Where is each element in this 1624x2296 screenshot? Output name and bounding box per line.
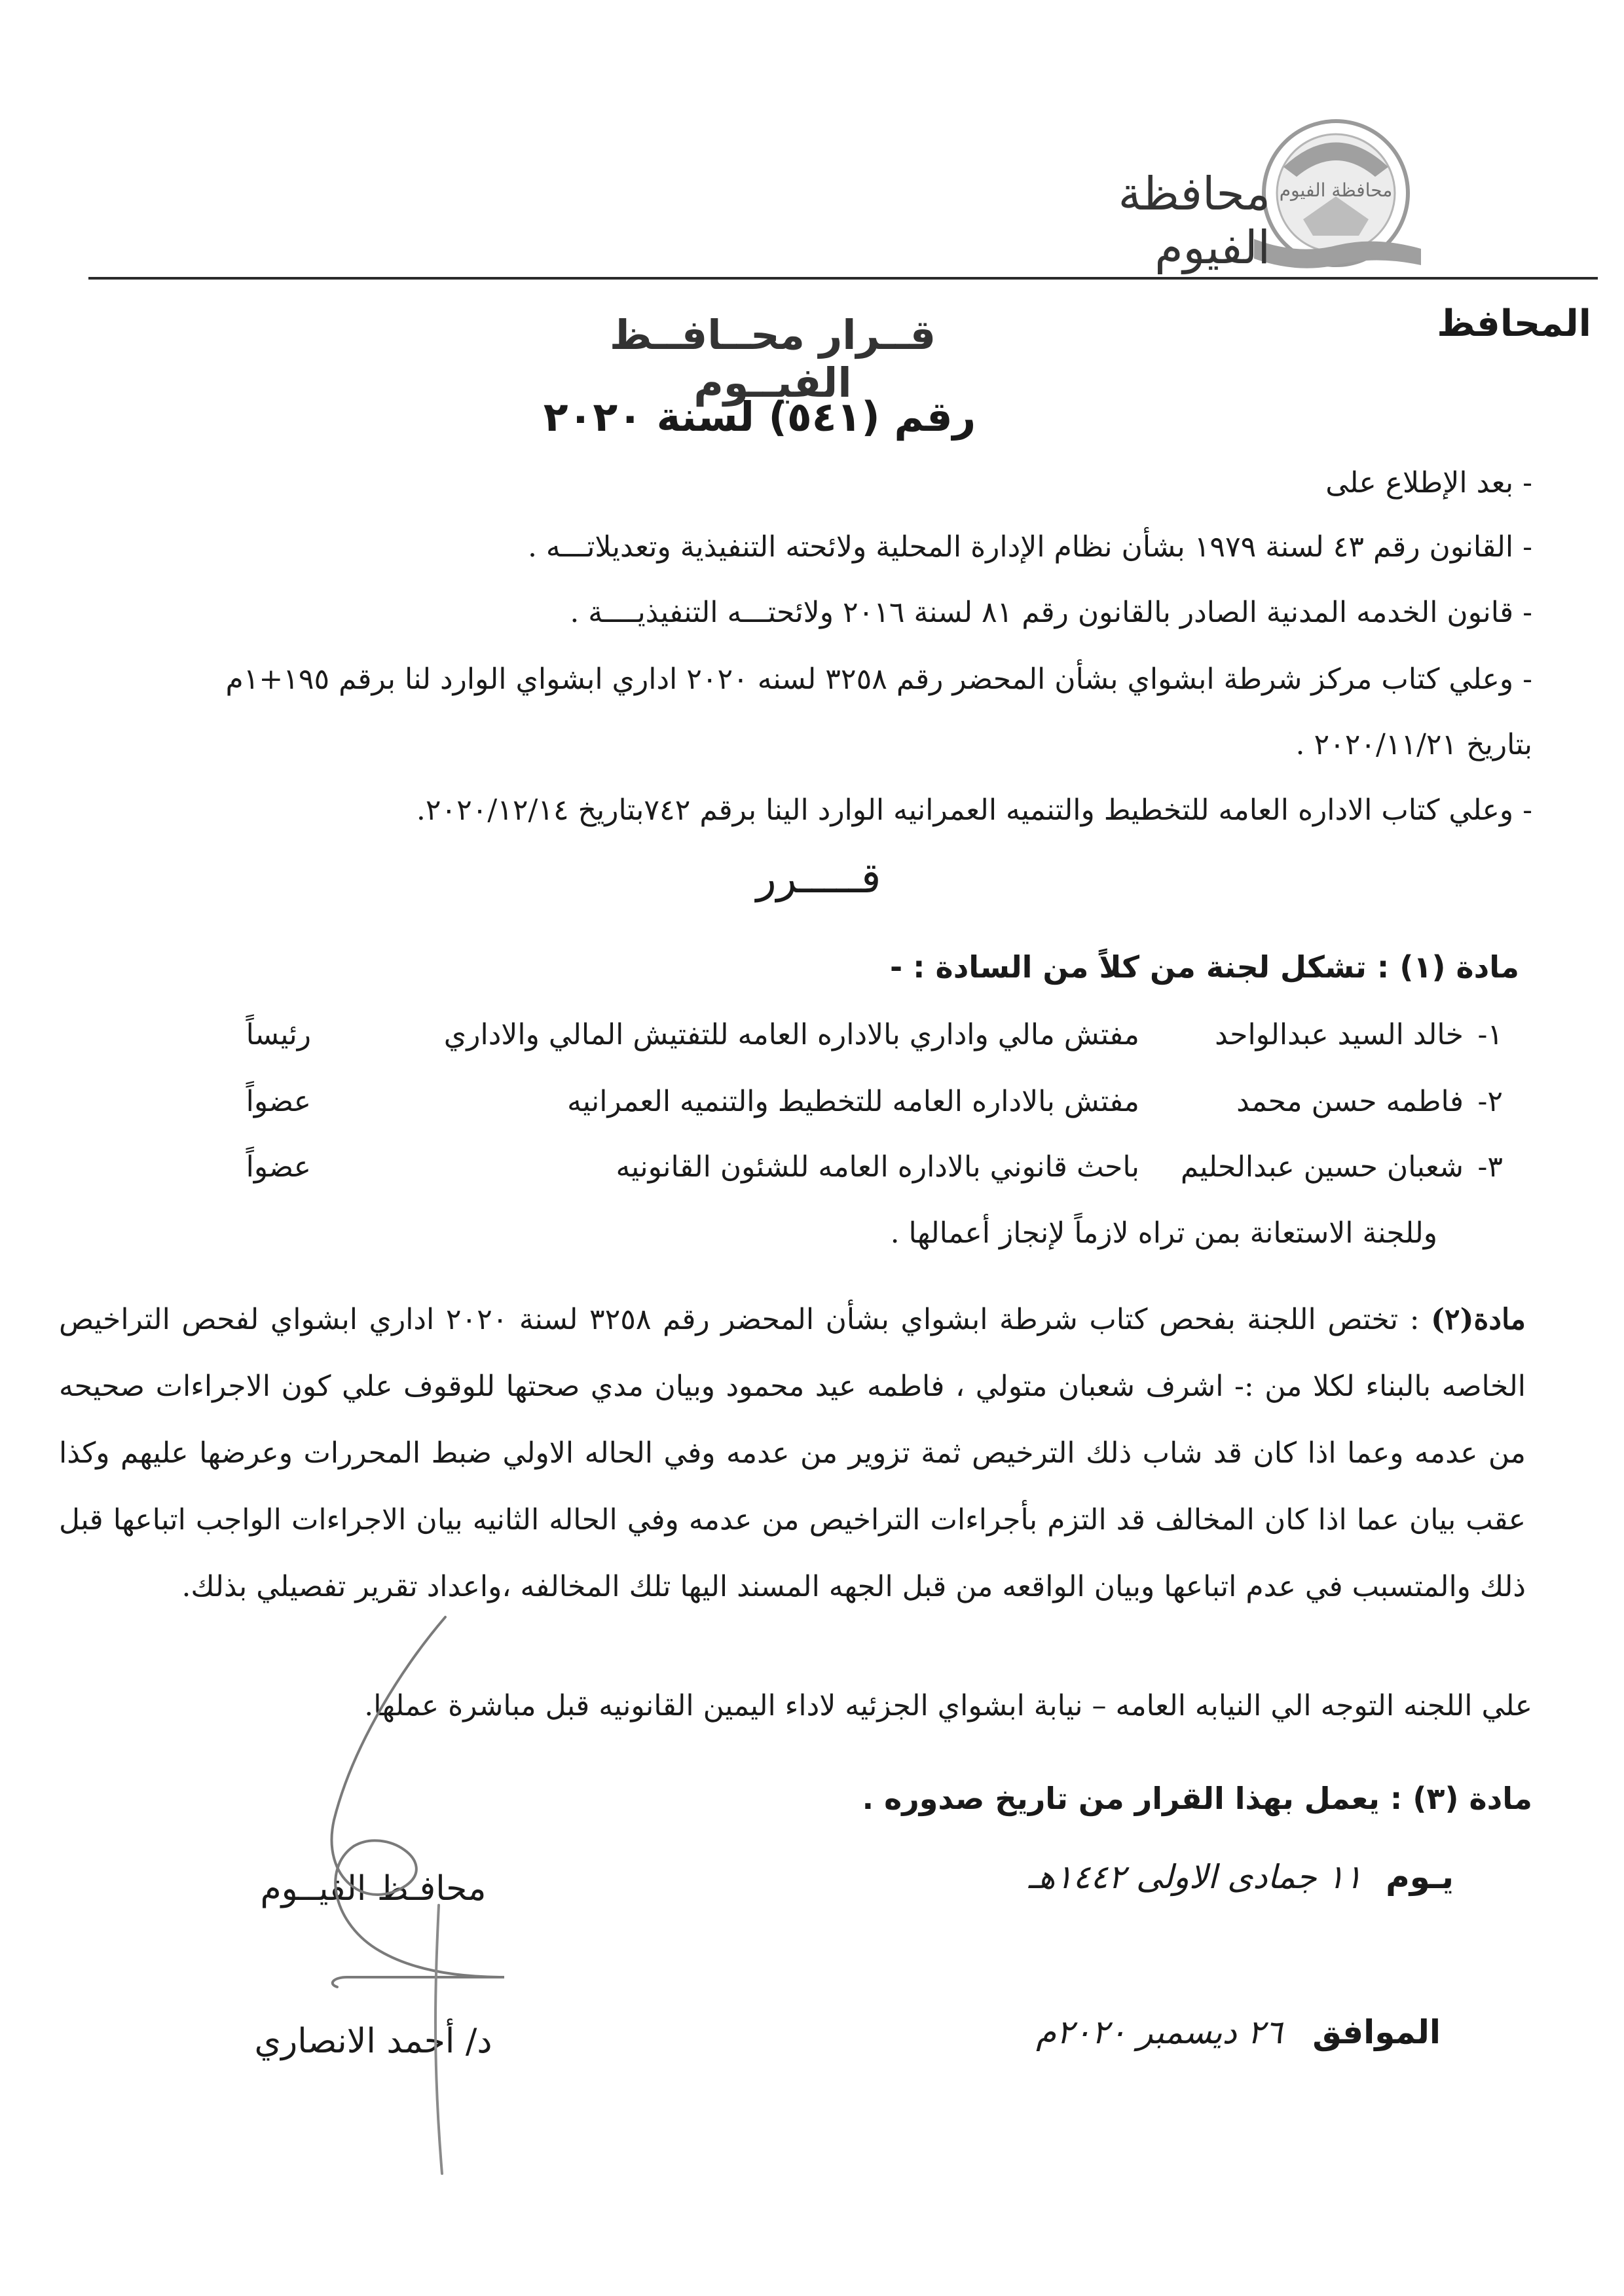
signatory-name: د/ أحمد الانصاري — [254, 2022, 492, 2061]
preamble-item-planning-letter: - وعلي كتاب الاداره العامه للتخطيط والتنميه العمرانيه الوارد الينا برقم ٧٤٢بتاريخ ٢٠٢٠/١٢/١٤. — [416, 793, 1532, 827]
article3-heading: مادة (٣) : يعمل بهذا القرار من تاريخ صدوره . — [862, 1781, 1532, 1816]
signature-icon — [308, 1611, 517, 2180]
preamble-intro: - بعد الإطلاع على — [1325, 466, 1532, 500]
article2-paragraph — [59, 1286, 1526, 1620]
svg-text:محافظة الفيوم: محافظة الفيوم — [1279, 179, 1393, 201]
preamble-item-police-letter: - وعلي كتاب مركز شرطة ابشواي بشأن المحضر رقم ٣٢٥٨ لسنه ٢٠٢٠ اداري ابشواي الوارد لنا برقم ١٩٥+١م — [225, 663, 1532, 696]
match-prefix: الموافق — [1312, 2013, 1441, 2051]
member-name: شعبان حسين عبدالحليم — [1180, 1150, 1464, 1184]
member-role: عضواً — [246, 1085, 311, 1118]
day-prefix: يـوم — [1386, 1858, 1454, 1896]
member-role: عضواً — [246, 1150, 311, 1184]
decree-number: رقم (٥٤١) لسنة ٢٠٢٠ — [543, 393, 976, 441]
member-position: باحث قانوني بالاداره العامه للشئون القانونيه — [616, 1150, 1139, 1184]
header-divider — [88, 277, 1598, 280]
gregorian-date: ٢٦ ديسمبر ٢٠٢٠م — [1036, 2013, 1283, 2051]
member-row — [160, 1150, 1503, 1190]
governorate-name: محافظة الفيوم — [1118, 167, 1270, 274]
decree-title: قــرار محــافــظ الفيــوم — [609, 311, 936, 407]
preamble-item-police-letter-date: بتاريخ ٢٠٢٠/١١/٢١ . — [1295, 728, 1532, 761]
member-role: رئيساً — [246, 1018, 311, 1051]
member-index: ١- — [1477, 1018, 1503, 1051]
hijri-date-line — [1028, 1858, 1454, 1896]
governorate-emblem-icon — [1244, 105, 1428, 275]
member-position: مفتش بالاداره العامه للتخطيط والتنميه العمرانيه — [567, 1085, 1139, 1118]
member-name: خالد السيد عبدالواحد — [1215, 1018, 1464, 1051]
member-index: ٢- — [1477, 1085, 1503, 1118]
member-index: ٣- — [1477, 1150, 1503, 1184]
article1-note: وللجنة الاستعانة بمن تراه لازماً لإنجاز أعمالها . — [890, 1216, 1437, 1250]
article1-heading: مادة (١) : تشكل لجنة من كلاً من السادة : - — [890, 949, 1519, 985]
article2-text: : تختص اللجنة بفحص كتاب شرطة ابشواي بشأن المحضر رقم ٣٢٥٨ لسنة ٢٠٢٠ اداري ابشواي لفحص التراخيص الخاصه بالبناء لكلا من :- اشرف شعبان متولي ، فاطمه عيد محمود وبيان مدي صحتها للوقوف علي كون الاجراءات صحيحه من عدمه وعما اذا كان قد شاب ذلك الترخيص ثمة تزوير من عدمه وفي الحاله الاولي ضبط المحررات وعرضها عليهم وكذا عقب بيان عما اذا كان المخالف قد التزم بأجراءات التراخيص من عدمه وفي الحاله الثانيه بيان الاجراءات الواجب اتباعها قبل ذلك والمتسبب في عدم اتباعها وبيان الواقعه من قبل الجهه المسند اليها تلك المخالفه ،واعداد تقرير تفصيلي بذلك. — [59, 1303, 1526, 1603]
decision-heading: قـــــرر — [756, 854, 881, 903]
signatory-title: محافـظ الفيــوم — [260, 1869, 487, 1908]
article2-label: مادة(٢) — [1431, 1303, 1526, 1336]
hijri-date: ١١ جمادى الاولى ١٤٤٢هـ — [1028, 1858, 1363, 1896]
member-position: مفتش مالي واداري بالاداره العامه للتفتيش المالي والاداري — [443, 1018, 1139, 1051]
office-label: المحافظ — [1437, 302, 1591, 345]
preamble-item-law43: - القانون رقم ٤٣ لسنة ١٩٧٩ بشأن نظام الإدارة المحلية ولائحته التنفيذية وتعديلاتـــه . — [527, 530, 1532, 564]
gregorian-date-line — [1036, 2013, 1441, 2051]
member-row — [160, 1085, 1503, 1124]
article2-oath-text: علي اللجنه التوجه الي النيابه العامه – نيابة ابشواي الجزئيه لاداء اليمين القانونيه قبل مباشرة عملها. — [364, 1689, 1532, 1722]
member-name: فاطمه حسن محمد — [1236, 1085, 1464, 1118]
preamble-item-civil-service: - قانون الخدمه المدنية الصادر بالقانون رقم ٨١ لسنة ٢٠١٦ ولائحتـــه التنفيذيــــة . — [570, 596, 1532, 629]
member-row — [160, 1018, 1503, 1057]
